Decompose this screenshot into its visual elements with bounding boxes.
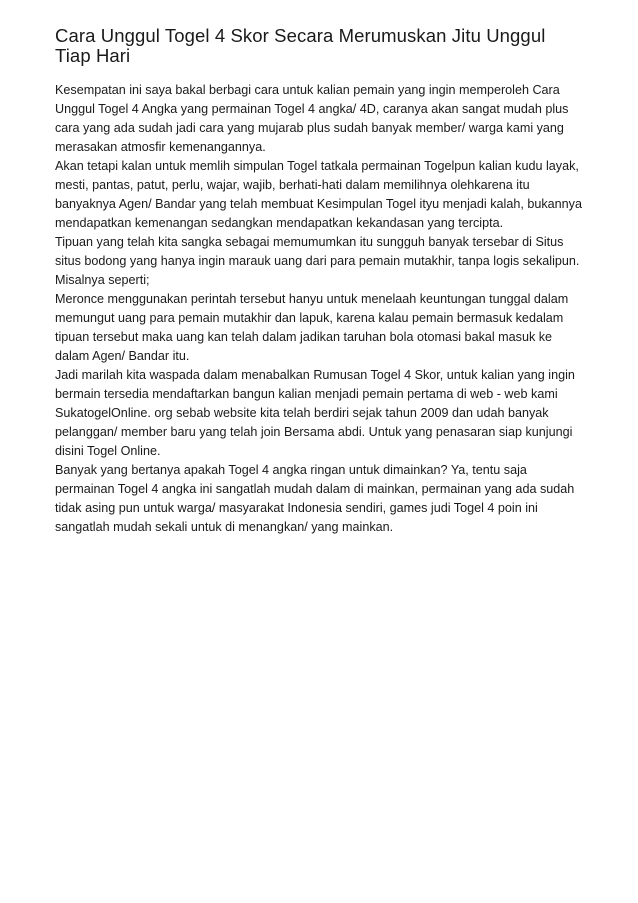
paragraph-2: Akan tetapi kalan untuk memlih simpulan Togel tatkala permainan Togelpun kalian kudu layak, mesti, pantas, patut, perlu, wajar, wajib, berhati-hati dalam memilihnya olehkarena itu banyaknya Agen/ Bandar yang telah membuat Kesimpulan Togel ityu menjadi kalah, bukannya mendapatkan kemenangan sedangkan mendapatkan kekandasan yang tercipta. [55, 159, 582, 230]
paragraph-1: Kesempatan ini saya bakal berbagi cara untuk kalian pemain yang ingin memperoleh Cara Unggul Togel 4 Angka yang permainan Togel 4 angka/ 4D, caranya akan sangat mudah plus cara yang ada sudah jadi cara yang mujarab plus sudah banyak member/ warga kami yang merasakan atmosfir kemenangannya. [55, 83, 569, 154]
paragraph-3: Tipuan yang telah kita sangka sebagai memumumkan itu sungguh banyak tersebar di Situs situs bodong yang hanya ingin marauk uang dari para pemain mutakhir, tanpa logis sekalipun. Misalnya seperti; [55, 235, 580, 287]
paragraph-5: Jadi marilah kita waspada dalam menabalkan Rumusan Togel 4 Skor, untuk kalian yang ingin bermain tersedia mendaftarkan bangun kalian menjadi pemain pertama di web - web kami SukatogelOnline. org sebab website kita telah berdiri sejak tahun 2009 dan udah banyak pelanggan/ member baru yang telah join Bersama abdi. Untuk yang penasaran siap kunjungi disini Togel Online. [55, 368, 575, 458]
paragraph-4: Meronce menggunakan perintah tersebut hanyu untuk menelaah keuntungan tunggal dalam memungut uang para pemain mutakhir dan lapuk, karena kalau pemain bermasuk kedalam tipuan tersebut maka uang kan telah dalam jadikan taruhan bola otomasi bakal masuk ke dalam Agen/ Bandar itu. [55, 292, 569, 363]
paragraph-6: Banyak yang bertanya apakah Togel 4 angka ringan untuk dimainkan? Ya, tentu saja permainan Togel 4 angka ini sangatlah mudah dalam di mainkan, permainan yang ada sudah tidak asing pun untuk warga/ masyarakat Indonesia sendiri, games judi Togel 4 poin ini sangatlah mudah sekali untuk di menangkan/ yang mainkan. [55, 463, 575, 534]
document-page [55, 26, 583, 537]
document-title: Cara Unggul Togel 4 Skor Secara Merumuskan Jitu Unggul Tiap Hari [55, 25, 546, 66]
